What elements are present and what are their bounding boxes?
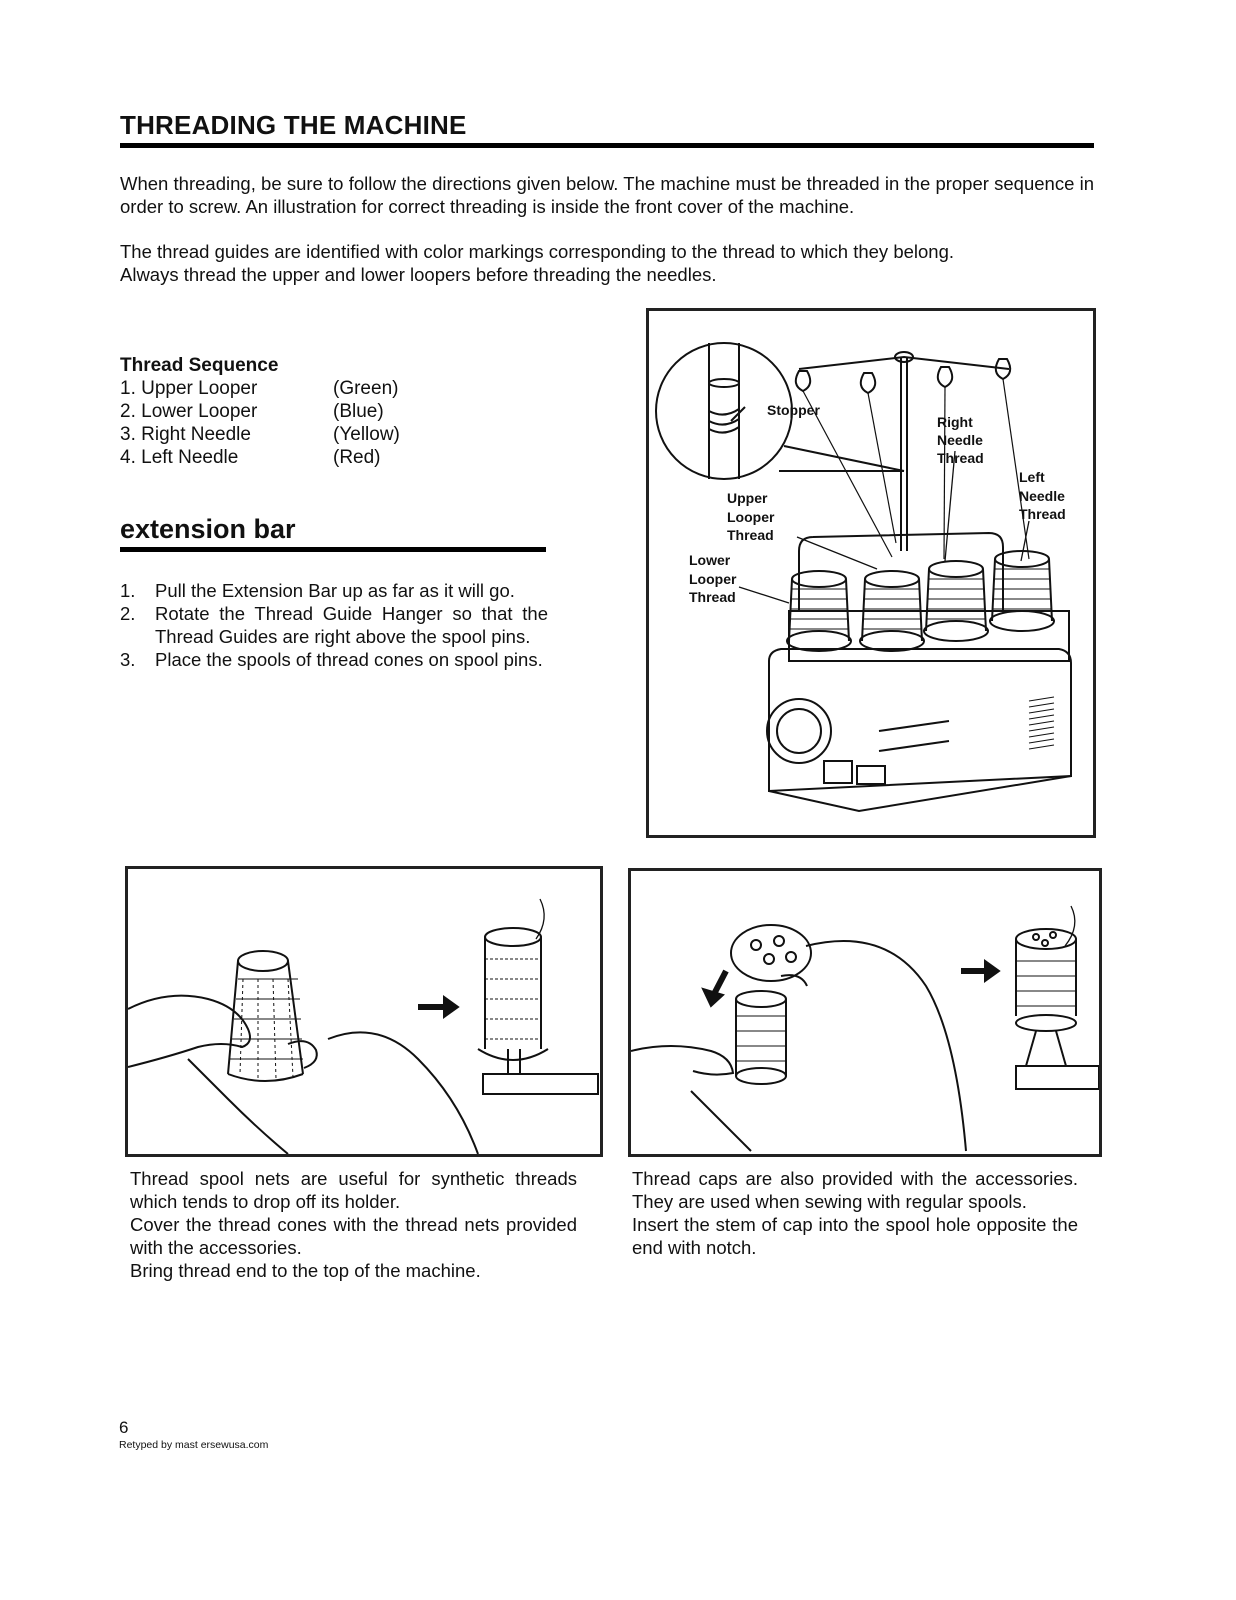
sequence-item-color: (Yellow) bbox=[333, 424, 400, 445]
caption-nets-line-1: Thread spool nets are useful for synthetic threads which tends to drop off its holder. bbox=[130, 1168, 577, 1212]
thread-sequence-title: Thread Sequence bbox=[120, 355, 279, 376]
thread-cap-drawing bbox=[631, 871, 1099, 1154]
spool-4 bbox=[990, 551, 1054, 631]
sequence-item bbox=[120, 446, 450, 469]
sequence-item-name: 1. Upper Looper bbox=[120, 378, 258, 399]
caption-caps-line-2: Insert the stem of cap into the spool hole opposite the end with notch. bbox=[632, 1214, 1078, 1258]
step-item bbox=[120, 579, 548, 602]
label-lower-looper-1: Lower bbox=[689, 552, 731, 568]
thread-guides-paragraph bbox=[120, 240, 1094, 286]
machine-drawing bbox=[649, 311, 1093, 835]
thread-cap-caption bbox=[632, 1167, 1078, 1259]
spool-net-illustration bbox=[125, 866, 603, 1157]
step-item bbox=[120, 648, 548, 671]
label-stopper: Stopper bbox=[767, 402, 820, 418]
label-right-needle-3: Thread bbox=[937, 450, 984, 466]
caption-nets-line-2: Cover the thread cones with the thread nets provided with the accessories. bbox=[130, 1214, 577, 1258]
sequence-item bbox=[120, 400, 450, 423]
caption-nets-line-3: Bring thread end to the top of the machine. bbox=[130, 1260, 481, 1281]
sequence-item-name: 3. Right Needle bbox=[120, 424, 251, 445]
footer-credit: Retyped by mast ersewusa.com bbox=[119, 1439, 269, 1451]
step-number: 1. bbox=[120, 580, 136, 601]
sequence-item-color: (Green) bbox=[333, 378, 399, 399]
step-item bbox=[120, 602, 548, 648]
label-lower-looper-3: Thread bbox=[689, 589, 736, 605]
step-number: 2. bbox=[120, 603, 136, 624]
spool-3 bbox=[924, 561, 988, 641]
sequence-item bbox=[120, 423, 450, 446]
spool-net-caption bbox=[130, 1167, 577, 1282]
label-right-needle-2: Needle bbox=[937, 432, 983, 448]
label-left-needle-2: Needle bbox=[1019, 488, 1065, 504]
guides-line-1: The thread guides are identified with color markings corresponding to the thread to which they belong. bbox=[120, 241, 955, 262]
extension-bar-heading: extension bar bbox=[120, 514, 546, 552]
guides-line-2: Always thread the upper and lower loopers before threading the needles. bbox=[120, 264, 717, 285]
sequence-item-color: (Red) bbox=[333, 447, 381, 468]
step-text: Pull the Extension Bar up as far as it will go. bbox=[155, 580, 515, 601]
label-upper-looper-3: Thread bbox=[727, 527, 774, 543]
page-number: 6 bbox=[119, 1418, 129, 1437]
label-left-needle-3: Thread bbox=[1019, 506, 1066, 522]
step-text: Place the spools of thread cones on spool pins. bbox=[155, 649, 543, 670]
sequence-item bbox=[120, 377, 450, 400]
step-number: 3. bbox=[120, 649, 136, 670]
label-right-needle-1: Right bbox=[937, 414, 973, 430]
caption-caps-line-1: Thread caps are also provided with the accessories. They are used when sewing with regular spools. bbox=[632, 1168, 1078, 1212]
sequence-item-color: (Blue) bbox=[333, 401, 384, 422]
thread-sequence bbox=[120, 354, 450, 469]
thread-cap-illustration bbox=[628, 868, 1102, 1157]
intro-paragraph: When threading, be sure to follow the directions given below. The machine must be threaded in the proper sequence in order to screw. An illustration for correct threading is inside the front cover of the machine. bbox=[120, 173, 1094, 217]
label-left-needle-1: Left bbox=[1019, 469, 1045, 485]
page-heading: THREADING THE MACHINE bbox=[120, 110, 1094, 148]
spool-net-drawing bbox=[128, 869, 600, 1154]
step-text: Rotate the Thread Guide Hanger so that the Thread Guides are right above the spool pins. bbox=[155, 603, 548, 647]
extension-bar-steps bbox=[120, 579, 548, 671]
label-upper-looper-2: Looper bbox=[727, 509, 775, 525]
figure-labels bbox=[689, 402, 1066, 605]
sequence-item-name: 4. Left Needle bbox=[120, 447, 239, 468]
sequence-item-name: 2. Lower Looper bbox=[120, 401, 258, 422]
label-upper-looper-1: Upper bbox=[727, 490, 768, 506]
machine-threading-illustration bbox=[646, 308, 1096, 838]
label-lower-looper-2: Looper bbox=[689, 571, 737, 587]
